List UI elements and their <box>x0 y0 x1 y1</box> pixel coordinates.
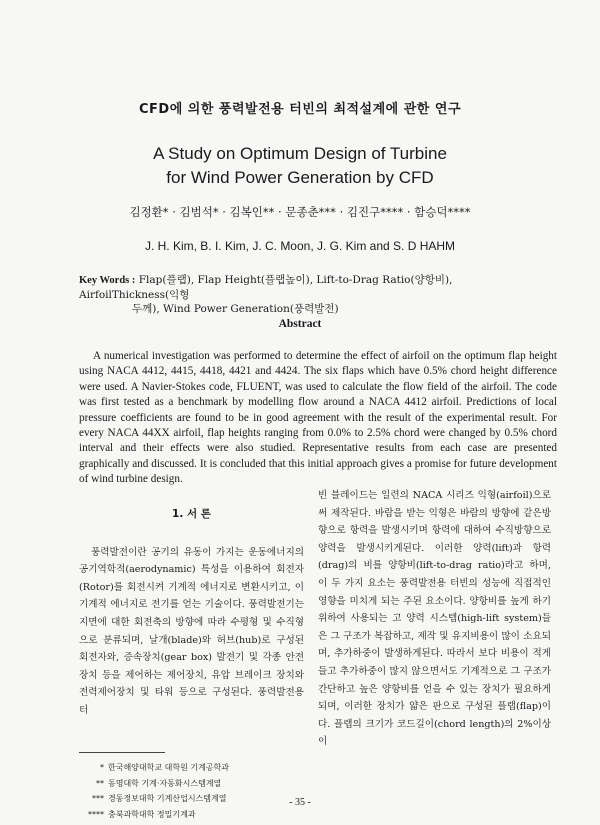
keywords-label: Key Words : <box>79 275 136 286</box>
section-1-heading: 1. 서 론 <box>172 508 211 520</box>
english-author-list: J. H. Kim, B. I. Kim, J. C. Moon, J. G. Kim and S. D HAHM <box>144 239 456 253</box>
footnote-divider <box>79 752 165 753</box>
left-column <box>79 506 304 720</box>
korean-title: CFD에 의한 풍력발전용 터빈의 최적설계에 관한 연구 <box>138 102 462 117</box>
footnote-item <box>82 776 307 792</box>
abstract-body: A numerical investigation was performed to determine the effect of airfoil on the optimum flap height using NACA 4412, 4415, 4418, 4421 and 4424. The six flaps which have 0.5% chord height difference were used. A Navier-Stokes code, FLUENT, was used to calculate the flow field of the airfoil. The code was first tested as a benchmark by modelling flow around a NACA 4412 airfoil. Predictions of local pressure coefficients are found to be in good agreement with the result of the experimental result. For every NACA 44XX airfoil, flap heights ranging from 0.0% to 2.5% chord were changed by 0.5% chord interval and their effects were also studied. Representative results from each case are presented graphically and discussed. It is concluded that this initial approach gives a promise for future development of wind turbine design. <box>79 350 557 486</box>
affiliation-footnotes <box>82 760 307 822</box>
english-title-line-2: for Wind Power Generation by CFD <box>166 168 434 187</box>
korean-author-list: 김정환* · 김범석* · 김복인** · 문종춘*** · 김진구**** · 함승덕**** <box>129 205 471 219</box>
section-1-paragraph-left: 풍력발전이란 공기의 유동이 가지는 운동에너지의 공기역학적(aerodynamic) 특성을 이용하여 회전자(Rotor)를 회전시켜 기계적 에너지로 변환시키고, 이 기계적 에너지로 전기를 얻는 기술이다. 풍력발전기는 지면에 대한 회전축의 방향에 따라 수평형 및 수직형으로 분류되며, 날개(blade)와 허브(hub)로 구성된 회전자와, 증속장치(gear box) 발전기 및 각종 안전장치 등을 제어하는 제어장치, 유압 브레이크 장치와 전력제어장치 및 타워 등으로 구성된다. 풍력발전용 터 <box>79 546 304 716</box>
keywords-line-2: 두께), Wind Power Generation(풍력발전) <box>132 303 339 315</box>
english-title-line-1: A Study on Optimum Design of Turbine <box>153 144 447 163</box>
footnote-mark: *** <box>92 794 104 803</box>
page-number: - 35 - <box>289 797 311 808</box>
right-column <box>318 487 551 751</box>
keywords-line-1: Flap(플랩), Flap Height(플랩높이), Lift-to-Drag Ratio(양항비), AirfoilThickness(익형 <box>79 274 453 301</box>
keywords-block <box>79 273 549 316</box>
footnote-text: 충북과학대학 정밀기계과 <box>108 809 196 819</box>
section-1-paragraph-right: 빈 블레이드는 일련의 NACA 시리즈 익형(airfoil)으로써 제작된다. 바람을 받는 익형은 바람의 방향에 같은방향으로 항력을 발생시키며 항력에 대하여 수직방향으로 양력을 발생시키게된다. 이러한 양력(lift)과 항력(drag)의 비를 양항비(lift-to-drag ratio)라고 하며, 이 두 가지 요소는 풍력발전용 터빈의 성능에 직접적인 영향을 미치게 되는 주된 요소이다. 양항비를 높게 하기 위하여 사용되는 고 양력 시스템(high-lift system)들은 그 구조가 복잡하고, 제작 및 유지비용이 많이 소요되며, 추가하중이 발생하게된다. 따라서 보다 비용이 적게들고 추가하중이 많지 않으면서도 기계적으로 그 구조가 간단하고 높은 양항비를 얻을 수 있는 장치가 필요하게 되며, 이러한 장치가 얇은 판으로 구성된 플랩(flap)이다. 플랩의 크기가 코드길이(chord length)의 2%이상이 <box>318 490 551 748</box>
footnote-item <box>82 760 307 776</box>
footnote-text: 한국해양대학교 대학원 기계공학과 <box>108 763 230 772</box>
footnote-item <box>82 807 307 823</box>
footnote-mark: * <box>100 763 104 772</box>
footnote-mark: ** <box>96 778 104 788</box>
abstract-heading: Abstract <box>278 318 322 330</box>
english-title <box>0 142 600 190</box>
footnote-text: 동명대학 기계·자동화시스템계열 <box>108 778 222 788</box>
footnote-text: 경동정보대학 기계산업시스템계열 <box>108 794 227 803</box>
footnote-mark: **** <box>88 809 104 819</box>
